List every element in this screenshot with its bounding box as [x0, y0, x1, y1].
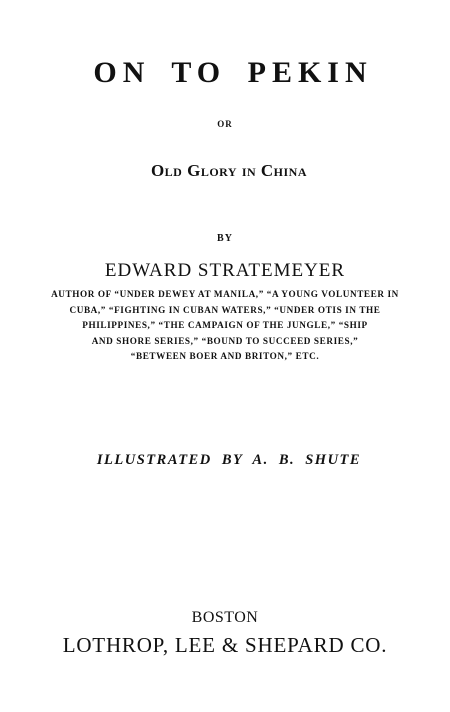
credit-line: “BETWEEN BOER AND BRITON,” ETC.: [130, 351, 320, 361]
book-subtitle: Old Glory in China: [150, 161, 308, 180]
credit-line: PHILIPPINES,” “THE CAMPAIGN OF THE JUNGLE,” “SHIP: [82, 320, 368, 330]
author-credits: [0, 287, 450, 365]
credit-line: AUTHOR OF “UNDER DEWEY AT MANILA,” “A YOUNG VOLUNTEER IN: [51, 289, 399, 299]
credit-line: CUBA,” “FIGHTING IN CUBAN WATERS,” “UNDER OTIS IN THE: [69, 304, 381, 315]
by-label: BY: [217, 233, 233, 244]
publication-place: BOSTON: [191, 609, 259, 626]
credit-line: AND SHORE SERIES,” “BOUND TO SUCCEED SERIES,”: [91, 335, 359, 346]
book-title: ON TO PEKIN: [93, 56, 373, 89]
author-name: EDWARD STRATEMEYER: [104, 260, 346, 281]
or-connector: OR: [217, 119, 233, 129]
illustrator-credit: ILLUSTRATED BY A. B. SHUTE: [96, 452, 362, 468]
publisher-name: LOTHROP, LEE & SHEPARD CO.: [62, 633, 388, 657]
